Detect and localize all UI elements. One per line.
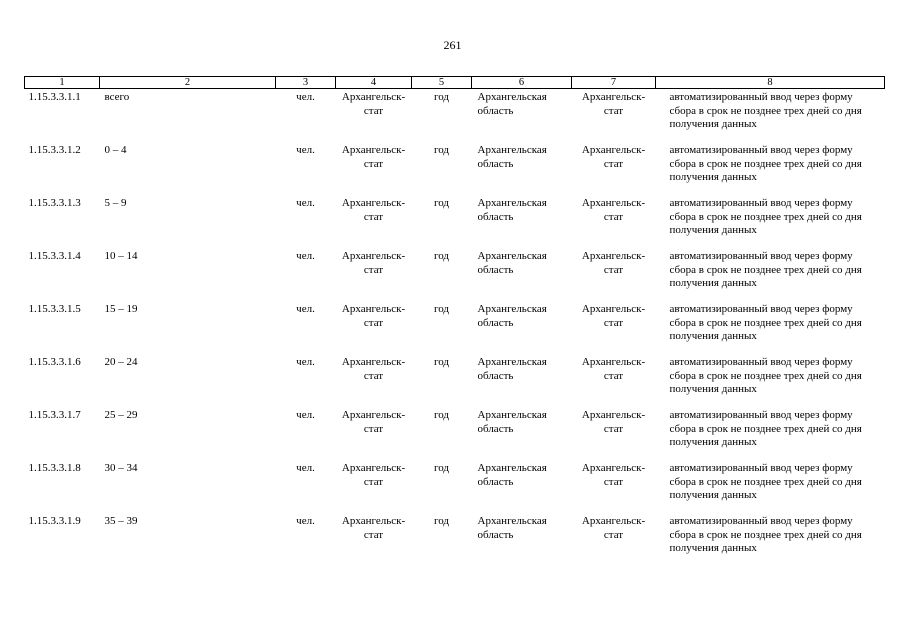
- periodicity: год: [433, 250, 450, 262]
- indicator-label: 20 – 24: [104, 356, 138, 368]
- data-source: Архангельск- стат: [341, 462, 406, 488]
- periodicity: год: [433, 303, 450, 315]
- unit-of-measure: чел.: [296, 515, 315, 527]
- unit-of-measure: чел.: [296, 197, 315, 209]
- data-source: Архангельск- стат: [341, 91, 406, 117]
- indicator-code: 1.15.3.3.1.1: [28, 91, 81, 103]
- data-source: Архангельск- стат: [341, 303, 406, 329]
- input-method: автоматизированный ввод через форму сбора в срок не позднее трех дней со дня получения данных: [669, 197, 862, 236]
- column-header-4: 4: [336, 77, 412, 89]
- unit-of-measure: чел.: [296, 303, 315, 315]
- column-header-5: 5: [412, 77, 472, 89]
- table-row: [25, 303, 885, 356]
- territory-level: Архангельская область: [477, 462, 547, 488]
- indicator-code: 1.15.3.3.1.6: [28, 356, 81, 368]
- indicator-label: 30 – 34: [104, 462, 138, 474]
- periodicity: год: [433, 462, 450, 474]
- responsible-body: Архангельск- стат: [581, 197, 646, 223]
- unit-of-measure: чел.: [296, 144, 315, 156]
- column-header-1: 1: [25, 77, 100, 89]
- indicator-label: 15 – 19: [104, 303, 138, 315]
- table-row: [25, 144, 885, 197]
- column-header-7: 7: [572, 77, 656, 89]
- data-source: Архангельск- стат: [341, 250, 406, 276]
- column-header-6: 6: [472, 77, 572, 89]
- indicator-code: 1.15.3.3.1.7: [28, 409, 81, 421]
- indicator-label: 35 – 39: [104, 515, 138, 527]
- input-method: автоматизированный ввод через форму сбора в срок не позднее трех дней со дня получения данных: [669, 409, 862, 448]
- indicator-code: 1.15.3.3.1.4: [28, 250, 81, 262]
- indicator-code: 1.15.3.3.1.9: [28, 515, 81, 527]
- indicator-code: 1.15.3.3.1.3: [28, 197, 81, 209]
- indicator-code: 1.15.3.3.1.2: [28, 144, 81, 156]
- indicator-label: 25 – 29: [104, 409, 138, 421]
- responsible-body: Архангельск- стат: [581, 356, 646, 382]
- table-body: [25, 89, 885, 569]
- table-row: [25, 356, 885, 409]
- periodicity: год: [433, 515, 450, 527]
- unit-of-measure: чел.: [296, 462, 315, 474]
- table-row: [25, 89, 885, 145]
- periodicity: год: [433, 356, 450, 368]
- input-method: автоматизированный ввод через форму сбора в срок не позднее трех дней со дня получения данных: [669, 144, 862, 183]
- page-number: 261: [443, 38, 462, 52]
- data-source: Архангельск- стат: [341, 515, 406, 541]
- periodicity: год: [433, 91, 450, 103]
- responsible-body: Архангельск- стат: [581, 462, 646, 488]
- column-number-header-row: [25, 77, 885, 89]
- data-source: Архангельск- стат: [341, 356, 406, 382]
- column-header-3: 3: [276, 77, 336, 89]
- unit-of-measure: чел.: [296, 409, 315, 421]
- table-row: [25, 462, 885, 515]
- column-header-8: 8: [656, 77, 885, 89]
- responsible-body: Архангельск- стат: [581, 250, 646, 276]
- responsible-body: Архангельск- стат: [581, 303, 646, 329]
- unit-of-measure: чел.: [296, 91, 315, 103]
- indicator-code: 1.15.3.3.1.8: [28, 462, 81, 474]
- input-method: автоматизированный ввод через форму сбора в срок не позднее трех дней со дня получения данных: [669, 91, 862, 130]
- territory-level: Архангельская область: [477, 303, 547, 329]
- periodicity: год: [433, 144, 450, 156]
- table-row: [25, 250, 885, 303]
- data-source: Архангельск- стат: [341, 144, 406, 170]
- data-table: [24, 76, 885, 568]
- input-method: автоматизированный ввод через форму сбора в срок не позднее трех дней со дня получения данных: [669, 462, 862, 501]
- responsible-body: Архангельск- стат: [581, 515, 646, 541]
- input-method: автоматизированный ввод через форму сбора в срок не позднее трех дней со дня получения данных: [669, 303, 862, 342]
- table-row: [25, 197, 885, 250]
- table-row: [25, 409, 885, 462]
- indicator-label: 0 – 4: [104, 144, 127, 156]
- territory-level: Архангельская область: [477, 250, 547, 276]
- territory-level: Архангельская область: [477, 356, 547, 382]
- input-method: автоматизированный ввод через форму сбора в срок не позднее трех дней со дня получения данных: [669, 515, 862, 554]
- indicator-code: 1.15.3.3.1.5: [28, 303, 81, 315]
- input-method: автоматизированный ввод через форму сбора в срок не позднее трех дней со дня получения данных: [669, 250, 862, 289]
- responsible-body: Архангельск- стат: [581, 91, 646, 117]
- unit-of-measure: чел.: [296, 356, 315, 368]
- territory-level: Архангельская область: [477, 91, 547, 117]
- responsible-body: Архангельск- стат: [581, 144, 646, 170]
- periodicity: год: [433, 409, 450, 421]
- territory-level: Архангельская область: [477, 515, 547, 541]
- input-method: автоматизированный ввод через форму сбора в срок не позднее трех дней со дня получения данных: [669, 356, 862, 395]
- indicator-label: 5 – 9: [104, 197, 127, 209]
- responsible-body: Архангельск- стат: [581, 409, 646, 435]
- periodicity: год: [433, 197, 450, 209]
- territory-level: Архангельская область: [477, 197, 547, 223]
- table-row: [25, 515, 885, 568]
- indicator-label: всего: [104, 91, 130, 103]
- unit-of-measure: чел.: [296, 250, 315, 262]
- data-source: Архангельск- стат: [341, 409, 406, 435]
- column-header-2: 2: [100, 77, 276, 89]
- territory-level: Архангельская область: [477, 409, 547, 435]
- indicator-label: 10 – 14: [104, 250, 138, 262]
- data-source: Архангельск- стат: [341, 197, 406, 223]
- territory-level: Архангельская область: [477, 144, 547, 170]
